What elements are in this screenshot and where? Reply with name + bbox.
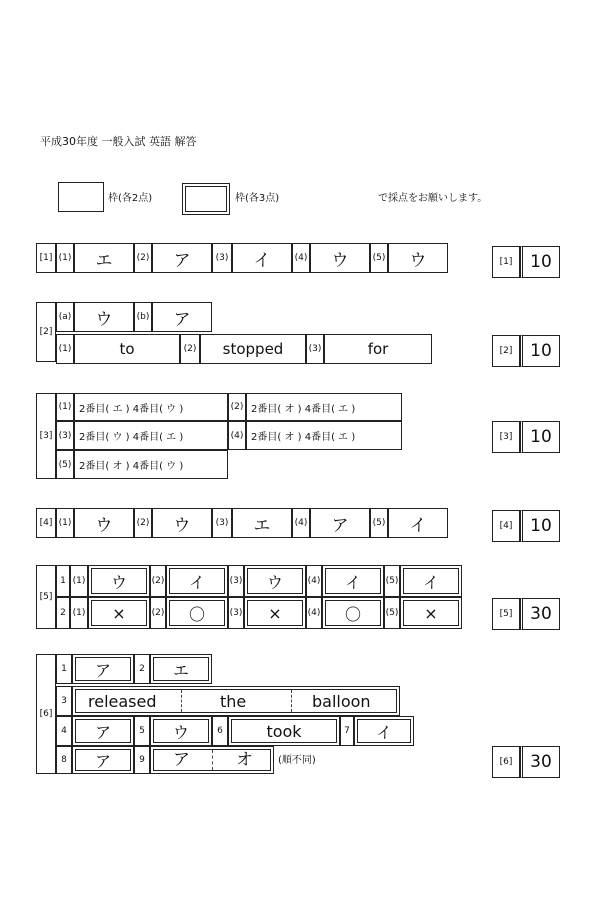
q1-answer-5: ウ [388, 243, 448, 273]
q2-num-a: (a) [56, 302, 74, 332]
q5-row2-answer-3: × [244, 597, 306, 629]
q5-row1-num-1: (1) [70, 565, 88, 597]
q4-score-label: [4] [492, 510, 520, 542]
page-title: 平成30年度 一般入試 英語 解答 [40, 135, 197, 148]
q5-label: [5] [36, 565, 56, 629]
q1-num-5: (5) [370, 243, 388, 273]
q2-answer-3: for [324, 334, 432, 364]
q3-label: [3] [36, 393, 56, 479]
q5-row1-label: 1 [56, 565, 70, 597]
q5-row2-label: 2 [56, 597, 70, 629]
q5-row2-num-4: (4) [306, 597, 322, 629]
q3-num-2: (2) [228, 393, 246, 421]
q4-score-value: 10 [520, 510, 560, 542]
q6-answer-5: ウ [150, 716, 212, 746]
q2-num-2: (2) [180, 334, 200, 364]
q2-answer-a: ウ [74, 302, 134, 332]
q5-row2-num-3: (3) [228, 597, 244, 629]
q1-score-value: 10 [520, 246, 560, 278]
q1-num-1: (1) [56, 243, 74, 273]
legend-frame2-label: 枠(各3点) [235, 193, 280, 204]
q6-answer-1: ア [72, 654, 134, 684]
q1-answer-3: イ [232, 243, 292, 273]
q6-answer-3-word-2: the [220, 692, 247, 711]
q3-answer-2: 2番目( オ ) 4番目( エ ) [246, 393, 402, 421]
q4-num-2: (2) [134, 508, 152, 538]
q1-num-4: (4) [292, 243, 310, 273]
q5-row2-answer-2: 〇 [166, 597, 228, 629]
q6-num-4: 4 [56, 716, 72, 746]
q5-row2-num-5: (5) [384, 597, 400, 629]
q5-row1-num-4: (4) [306, 565, 322, 597]
q2-answer-2: stopped [200, 334, 306, 364]
q5-row2-answer-5: × [400, 597, 462, 629]
q6-answer-4: ア [72, 716, 134, 746]
q3-num-5: (5) [56, 450, 74, 479]
q3-num-4: (4) [228, 421, 246, 450]
q5-row1-answer-3: ウ [244, 565, 306, 597]
q6-answer-9-part-1: ア [173, 750, 190, 770]
q1-score-label: [1] [492, 246, 520, 278]
q2-answer-1: to [74, 334, 180, 364]
q6-num-8: 8 [56, 746, 72, 774]
legend-frame1-label: 枠(各2点) [108, 193, 153, 204]
q5-row2-num-2: (2) [150, 597, 166, 629]
q2-score-value: 10 [520, 335, 560, 367]
q6-answer-3-divider-2 [291, 690, 292, 712]
q4-answer-1: ウ [74, 508, 134, 538]
q4-answer-5: イ [388, 508, 448, 538]
q3-num-3: (3) [56, 421, 74, 450]
q4-answer-2: ウ [152, 508, 212, 538]
q4-answer-3: エ [232, 508, 292, 538]
q2-score-label: [2] [492, 335, 520, 367]
q1-num-2: (2) [134, 243, 152, 273]
q5-row1-answer-4: イ [322, 565, 384, 597]
q4-num-1: (1) [56, 508, 74, 538]
q6-answer-6: took [228, 716, 340, 746]
q3-answer-1: 2番目( エ ) 4番目( ウ ) [74, 393, 228, 421]
q1-score [492, 246, 560, 278]
q6-answer-3-word-1: released [88, 692, 157, 711]
q6-answer-7: イ [354, 716, 414, 746]
q3-answer-4: 2番目( オ ) 4番目( エ ) [246, 421, 402, 450]
q5-row2-answer-1: × [88, 597, 150, 629]
q1-answer-2: ア [152, 243, 212, 273]
q1-num-3: (3) [212, 243, 232, 273]
q5-row1-answer-2: イ [166, 565, 228, 597]
q2-answer-b: ア [152, 302, 212, 332]
q5-row1-num-3: (3) [228, 565, 244, 597]
q6-answer-3-word-3: balloon [312, 692, 371, 711]
q4-num-5: (5) [370, 508, 388, 538]
q1-answer-4: ウ [310, 243, 370, 273]
q1-label: [1] [36, 243, 56, 273]
q6-num-1: 1 [56, 654, 72, 684]
q4-num-3: (3) [212, 508, 232, 538]
q5-score-label: [5] [492, 598, 520, 630]
q5-row1-num-5: (5) [384, 565, 400, 597]
q6-score-label: [6] [492, 746, 520, 778]
q6-score [492, 746, 560, 778]
q3-answer-5: 2番目( オ ) 4番目( ウ ) [74, 450, 228, 479]
q3-score-label: [3] [492, 421, 520, 453]
q5-score [492, 598, 560, 630]
q2-score [492, 335, 560, 367]
q6-num-7: 7 [340, 716, 354, 746]
q3-score [492, 421, 560, 453]
q6-label: [6] [36, 654, 56, 774]
q6-num-5: 5 [134, 716, 150, 746]
q4-score [492, 510, 560, 542]
q3-answer-3: 2番目( ウ ) 4番目( エ ) [74, 421, 228, 450]
legend-single-frame [58, 182, 104, 212]
q6-num-2: 2 [134, 654, 150, 684]
q5-row1-answer-5: イ [400, 565, 462, 597]
q3-score-value: 10 [520, 421, 560, 453]
q2-num-1: (1) [56, 334, 74, 364]
q6-answer-2: エ [150, 654, 212, 684]
q2-label: [2] [36, 302, 56, 362]
q6-num-6: 6 [212, 716, 228, 746]
q5-score-value: 30 [520, 598, 560, 630]
q6-order-note: (順不同) [278, 755, 316, 766]
q6-answer-9-divider [212, 750, 213, 770]
q6-answer-8: ア [72, 746, 134, 774]
q6-num-9: 9 [134, 746, 150, 774]
q6-score-value: 30 [520, 746, 560, 778]
q3-num-1: (1) [56, 393, 74, 421]
legend-double-frame [182, 183, 230, 215]
q5-row2-answer-4: 〇 [322, 597, 384, 629]
q4-num-4: (4) [292, 508, 310, 538]
q6-num-3: 3 [56, 686, 72, 716]
q6-answer-9-part-2: オ [236, 750, 253, 770]
q5-row1-answer-1: ウ [88, 565, 150, 597]
q4-answer-4: ア [310, 508, 370, 538]
q5-row1-num-2: (2) [150, 565, 166, 597]
q6-answer-3-divider-1 [181, 690, 182, 712]
legend-note: で採点をお願いします。 [378, 193, 488, 204]
q2-num-3: (3) [306, 334, 324, 364]
q5-row2-num-1: (1) [70, 597, 88, 629]
q1-answer-1: エ [74, 243, 134, 273]
q4-label: [4] [36, 508, 56, 538]
q2-num-b: (b) [134, 302, 152, 332]
